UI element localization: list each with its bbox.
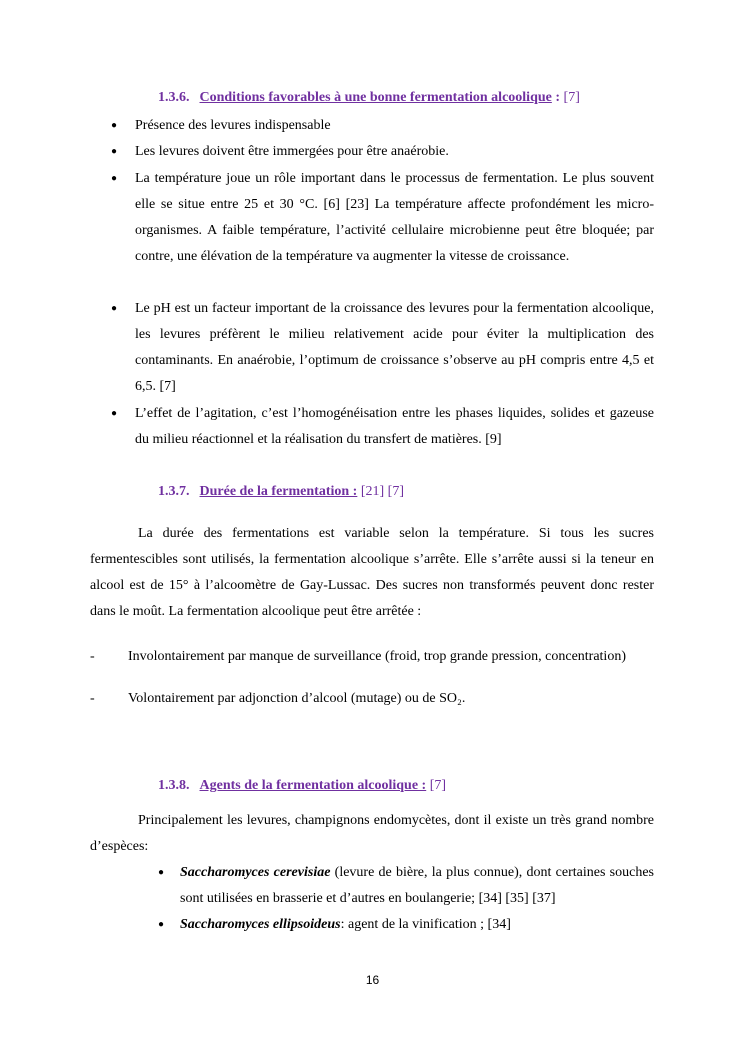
heading-1-3-6: [158, 90, 580, 106]
heading-number: 1.3.8.: [158, 778, 190, 793]
heading-title: Agents de la fermentation alcoolique :: [199, 778, 427, 793]
heading-title: Conditions favorables à une bonne fermentation alcoolique: [199, 90, 552, 105]
bullet-icon: ●: [111, 173, 118, 184]
bullet-text: Le pH est un facteur important de la croissance des levures pour la fermentation alcoolique, les levures préfèrent le milieu relativement acide pour éviter la multiplication des contaminants. En anaérobie, l’optimum de croissance s’observe au pH compris entre 4,5 et 6,5. [7]: [135, 301, 654, 394]
heading-reference: [21] [7]: [357, 484, 404, 499]
heading-reference: [7]: [560, 90, 580, 105]
page-number: 16: [365, 973, 380, 987]
heading-1-3-7: [158, 484, 404, 500]
body-paragraph: Principalement les levures, champignons endomycètes, dont il existe un très grand nombre d’espèces:: [90, 813, 654, 854]
heading-reference: [7]: [426, 778, 447, 793]
bullet-icon: ●: [158, 867, 165, 878]
bullet-icon: ●: [111, 303, 118, 314]
dash-item-text: Involontairement par manque de surveillance (froid, trop grande pression, concentration): [128, 649, 626, 664]
dash-item-text: Volontairement par adjonction d’alcool (mutage) ou de SO₂.: [128, 691, 466, 706]
heading-number: 1.3.6.: [158, 90, 190, 105]
species-name: Saccharomyces cerevisiae: [180, 865, 331, 880]
species-name: Saccharomyces ellipsoideus: [180, 917, 341, 932]
species-entry: [180, 860, 654, 912]
bullet-text: Les levures doivent être immergées pour être anaérobie.: [135, 144, 449, 159]
bullet-icon: ●: [158, 919, 165, 930]
bullet-text: La température joue un rôle important dans le processus de fermentation. Le plus souvent elle se situe entre 25 et 30 °C. [6] [23] La température affecte profondément les micro-organismes. A faible température, l’activité cellulaire microbienne peut être bloquée; par contre, une élévation de la température va augmenter la vitesse de croissance.: [135, 171, 654, 264]
species-description: : agent de la vinification ; [34]: [340, 917, 511, 932]
bullet-icon: ●: [111, 408, 118, 419]
bullet-icon: ●: [111, 146, 118, 157]
dash-marker: -: [90, 691, 95, 706]
body-paragraph: La durée des fermentations est variable selon la température. Si tous les sucres fermentescibles sont utilisés, la fermentation alcoolique s’arrête. Elle s’arrête aussi si la teneur en alcool est de 15° à l’alcoomètre de Gay-Lussac. Des sucres non transformés peuvent donc rester dans le moût. La fermentation alcoolique peut être arrêtée :: [90, 526, 654, 619]
heading-colon: :: [551, 90, 561, 105]
bullet-text: L’effet de l’agitation, c’est l’homogénéisation entre les phases liquides, solides et gazeuse du milieu réactionnel et la réalisation du transfert de matières. [9]: [135, 406, 654, 447]
heading-1-3-8: [158, 778, 446, 794]
heading-number: 1.3.7.: [158, 484, 190, 499]
species-entry: [180, 912, 654, 938]
bullet-icon: ●: [111, 120, 118, 131]
heading-title: Durée de la fermentation :: [199, 484, 358, 499]
bullet-text: Présence des levures indispensable: [135, 118, 331, 133]
dash-marker: -: [90, 649, 95, 664]
species-description: (levure de bière, la plus connue), dont certaines souches sont utilisées en brasserie et d’autres en boulangerie; [34] [35] [37]: [180, 865, 654, 906]
